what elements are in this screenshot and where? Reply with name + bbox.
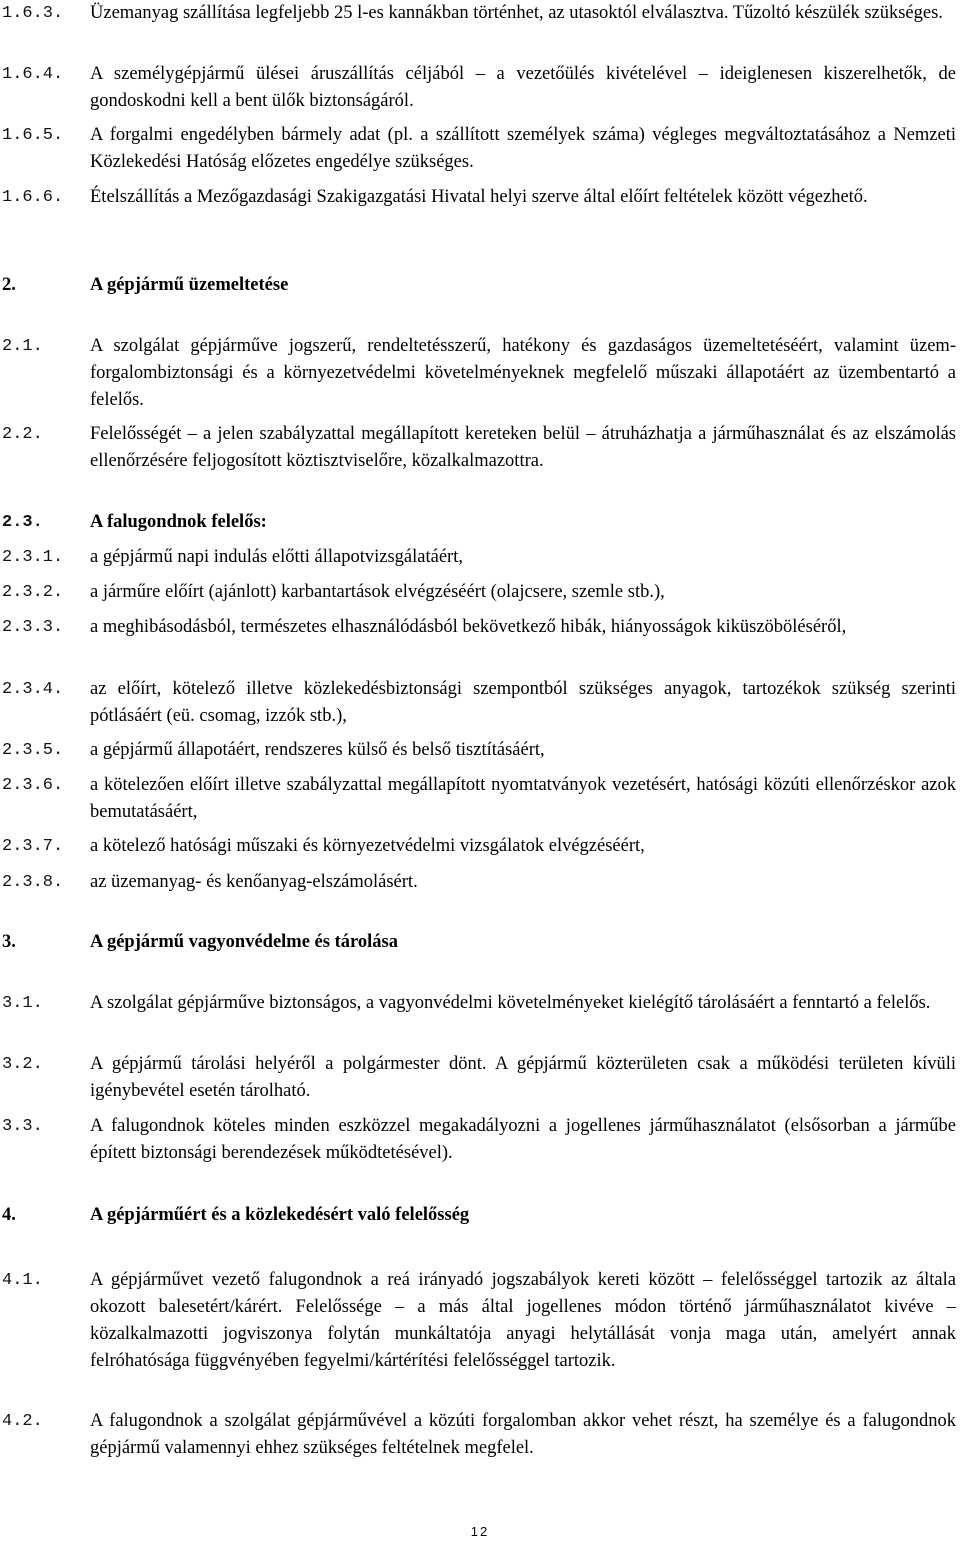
paragraph-text: a gépjármű napi indulás előtti állapotvizsgálatáért, [90, 547, 463, 567]
paragraph-text: az üzemanyag- és kenőanyag-elszámolásért. [90, 872, 418, 892]
paragraph-text: a járműre előírt (ajánlott) karbantartások elvégzéséért (olajcsere, szemle stb.), [90, 582, 665, 602]
paragraph-number: 2.3.7. [2, 837, 64, 856]
paragraph-number: 2.3.5. [2, 741, 64, 760]
paragraph-number: 1.6.4. [2, 65, 64, 84]
paragraph-text: Felelősségét – a jelen szabályzattal megállapított kereteken belül – átruházhatja a járműhasználat és az elszámolás ellenőrzésére feljogosított köztisztviselőre, közalkalmazottra. [90, 424, 956, 471]
section-number: 4. [2, 1205, 16, 1225]
paragraph-number: 1.6.3. [2, 4, 64, 23]
paragraph-text: a kötelezően előírt illetve szabályzattal megállapított nyomtatványok vezetésért, hatósági közúti ellenőrzéskor azok bemutatásáért, [90, 775, 956, 822]
section-number: 3. [2, 932, 16, 952]
paragraph-number: 4.1. [2, 1271, 43, 1290]
paragraph-number: 2.3. [2, 513, 43, 532]
paragraph-text: A forgalmi engedélyben bármely adat (pl. a szállított személyek száma) végleges megváltoztatásához a Nemzeti Közlekedési Hatóság előzetes engedélye szükséges. [90, 125, 956, 172]
paragraph-text: a gépjármű állapotáért, rendszeres külső és belső tisztításáért, [90, 740, 545, 760]
paragraph-text: az előírt, kötelező illetve közlekedésbiztonsági szempontból szükséges anyagok, tartozékok szükség szerinti pótlásáért (eü. csomag, izzók stb.), [90, 679, 956, 726]
paragraph-number: 4.2. [2, 1412, 43, 1431]
paragraph-text: a kötelező hatósági műszaki és környezetvédelmi vizsgálatok elvégzéséért, [90, 836, 645, 856]
paragraph-text: A gépjárművet vezető falugondnok a reá irányadó jogszabályok kereti között – felelősséggel tartozik az általa okozott balesetért/kárért. Felelőssége – a más által jogellenes módon történő járműhasználatot kivéve – közalkalmazotti jogviszonya folytán munkáltatója anyagi helytállását vonja maga után, amelyért annak felróhatósága függvényében fegyelmi/kártérítési felelősséggel tartozik. [90, 1270, 956, 1371]
paragraph-text: A falugondnok felelős: [90, 512, 267, 532]
paragraph-text: a meghibásodásból, természetes elhasználódásból bekövetkező hibák, hiányosságok kiküszöböléséről, [90, 617, 847, 637]
paragraph-text: A falugondnok a szolgálat gépjárművével a közúti forgalomban akkor vehet részt, ha személye és a falugondnok gépjármű valamennyi ehhez szükséges feltételnek megfelel. [90, 1411, 956, 1458]
paragraph-text: A falugondnok köteles minden eszközzel megakadályozni a jogellenes járműhasználatot (elsősorban a járműbe épített biztonsági berendezések működtetésével). [90, 1116, 956, 1163]
paragraph-text: A gépjármű tárolási helyéről a polgármester dönt. A gépjármű közterületen csak a működési területen kívüli igénybevétel esetén tárolható. [90, 1054, 956, 1101]
paragraph-text: A személygépjármű ülései áruszállítás céljából – a vezetőülés kivételével – ideiglenesen kiszerelhetők, de gondoskodni kell a bent ülők biztonságáról. [90, 64, 956, 111]
paragraph-number: 2.3.1. [2, 548, 64, 567]
paragraph-text: Ételszállítás a Mezőgazdasági Szakigazgatási Hivatal helyi szerve által előírt feltételek között végezhető. [90, 187, 868, 207]
section-title: A gépjármű vagyonvédelme és tárolása [90, 932, 398, 952]
paragraph-text: A szolgálat gépjárműve biztonságos, a vagyonvédelmi követelményeket kielégítő tárolásáért a fenntartó a felelős. [90, 993, 931, 1013]
paragraph-number: 3.3. [2, 1117, 43, 1136]
paragraph-number: 2.3.4. [2, 680, 64, 699]
section-number: 2. [2, 275, 16, 295]
paragraph-number: 2.3.2. [2, 583, 64, 602]
page-number: 12 [470, 1524, 490, 1539]
paragraph-number: 2.2. [2, 425, 43, 444]
paragraph-number: 2.3.3. [2, 618, 64, 637]
paragraph-number: 2.1. [2, 337, 43, 356]
section-title: A gépjármű üzemeltetése [90, 275, 289, 295]
paragraph-text: Üzemanyag szállítása legfeljebb 25 l-es kannákban történhet, az utasoktól elválasztva. Tűzoltó készülék szükséges. [90, 3, 943, 23]
section-title: A gépjárműért és a közlekedésért való felelősség [90, 1205, 470, 1225]
paragraph-number: 2.3.6. [2, 776, 64, 795]
paragraph-number: 3.2. [2, 1055, 43, 1074]
paragraph-number: 2.3.8. [2, 873, 64, 892]
paragraph-number: 1.6.6. [2, 188, 64, 207]
paragraph-text: A szolgálat gépjárműve jogszerű, rendeltetésszerű, hatékony és gazdaságos üzemeltetéséért, valamint üzem- forgalombiztonsági és a környezetvédelmi követelményeknek megfelelő műszaki állapotáért az üzembentartó a felelős. [90, 336, 956, 410]
paragraph-number: 3.1. [2, 994, 43, 1013]
paragraph-number: 1.6.5. [2, 126, 64, 145]
